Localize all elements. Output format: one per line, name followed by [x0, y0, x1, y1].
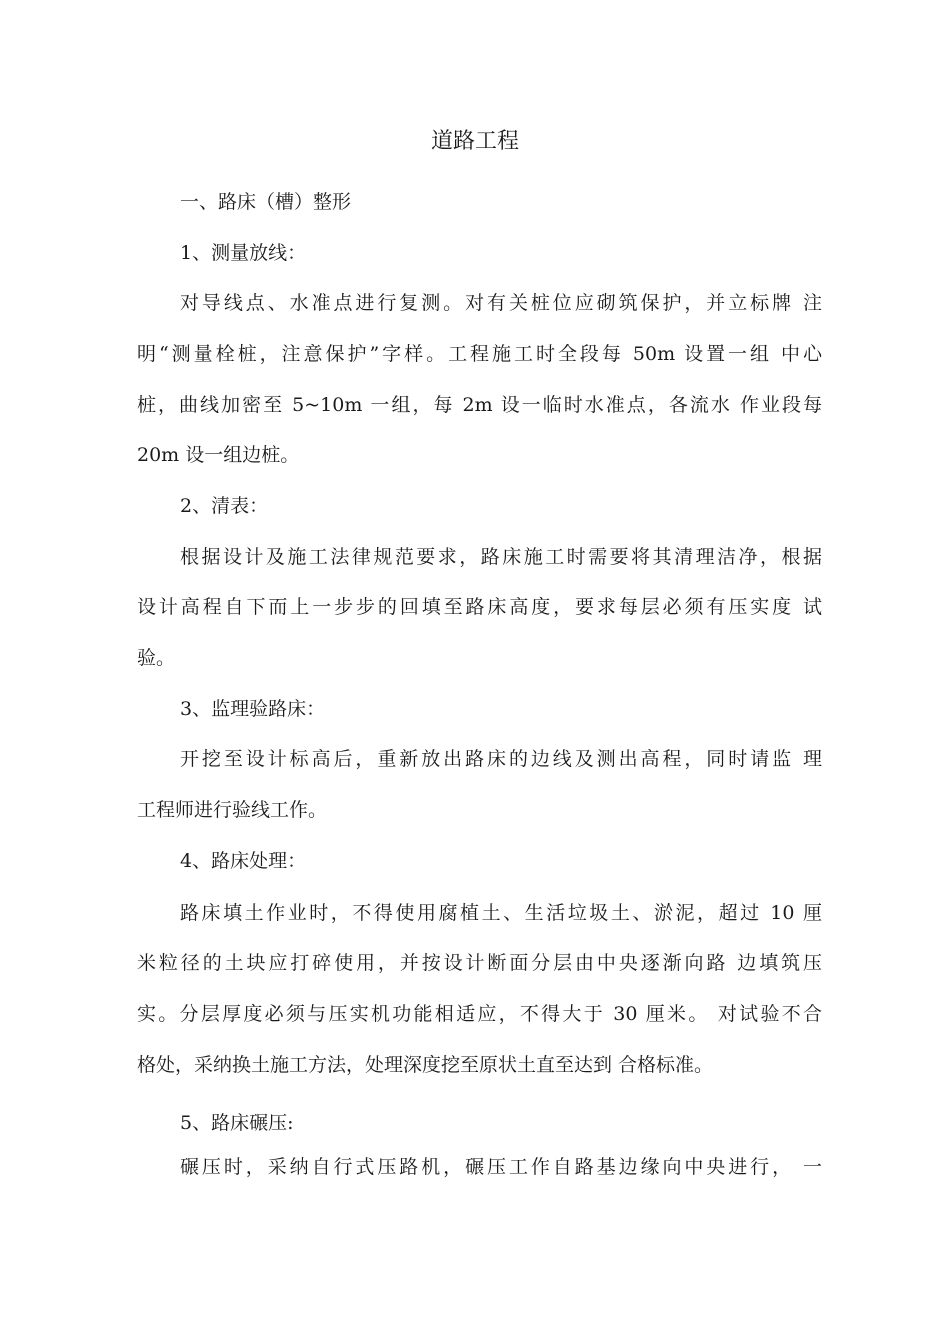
- text-line: 5、路床碾压:: [180, 1112, 294, 1134]
- text-line: 1、测量放线：: [180, 242, 307, 264]
- text-line: 3、监理验路床：: [180, 698, 326, 720]
- text-line: 明“测量栓桩，注意保护”字样。工程施工时全段每 50m 设置一组 中心: [137, 343, 822, 365]
- text-line: 路床填土作业时，不得使用腐植土、生活垃圾土、淤泥，超过 10 厘: [180, 902, 822, 924]
- text-line: 开挖至设计标高后，重新放出路床的边线及测出高程，同时请监 理: [180, 748, 822, 770]
- text-line: 一、路床（槽）整形: [180, 191, 352, 213]
- text-line: 4、路床处理：: [180, 850, 307, 872]
- text-line: 格处，采纳换土施工方法，处理深度挖至原状土直至达到 合格标准。: [137, 1054, 714, 1076]
- text-line: 碾压时，采纳自行式压路机，碾压工作自路基边缘向中央进行， 一: [180, 1156, 822, 1178]
- text-line: 对导线点、水准点进行复测。对有关桩位应砌筑保护，并立标牌 注: [180, 292, 822, 314]
- text-line: 根据设计及施工法律规范要求，路床施工时需要将其清理洁净，根据: [180, 546, 822, 568]
- text-line: 验。: [137, 647, 176, 669]
- text-line: 桩，曲线加密至 5~10m 一组，每 2m 设一临时水准点，各流水 作业段每: [137, 394, 822, 416]
- text-line: 20m 设一组边桩。: [137, 444, 300, 466]
- document-title: 道路工程: [430, 129, 519, 154]
- text-line: 工程师进行验线工作。: [137, 799, 328, 821]
- text-line: 实。分层厚度必须与压实机功能相适应，不得大于 30 厘米。 对试验不合: [137, 1003, 822, 1025]
- text-line: 米粒径的土块应打碎使用，并按设计断面分层由中央逐渐向路 边填筑压: [137, 952, 822, 974]
- text-line: 设计高程自下而上一步步的回填至路床高度，要求每层必须有压实度 试: [137, 596, 822, 618]
- text-line: 2、清表：: [180, 495, 269, 517]
